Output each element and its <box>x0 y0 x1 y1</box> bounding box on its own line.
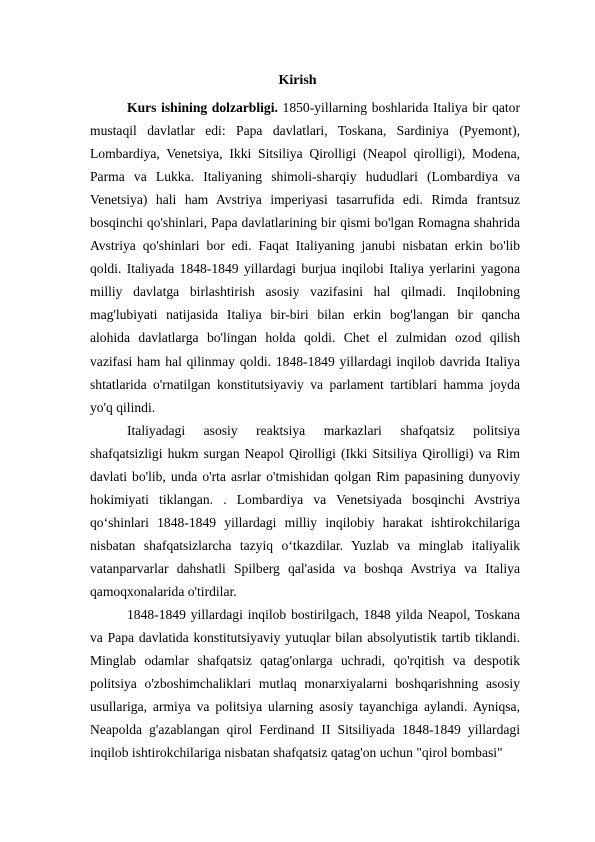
paragraph-2 <box>90 419 520 603</box>
paragraph-1 <box>90 96 520 419</box>
paragraph-lead: Kurs ishining dolzarbligi. <box>127 100 278 115</box>
paragraph-3 <box>90 603 520 764</box>
paragraph-text: 1850-yillarning boshlarida Italiya bir qator mustaqil davlatlar edi: Papa davlatlari, Toskana, Sardiniya (Pyemont), Lombardiya, Venetsiya, Ikki Sitsiliya Qirolligi (Neapol qirolligi), Modena, Parma va Lukka. Italiyaning shimoli-sharqiy hududlari (Lombardiya va Venetsiya) hali ham Avstriya imperiyasi tasarrufida edi. Rimda frantsuz bosqinchi qo'shinlari, Papa davlatlarining bir qismi bo'lgan Romagna shahrida Avstriya qo'shinlari bor edi. Faqat Italiyaning janubi nisbatan erkin bo'lib qoldi. Italiyada 1848-1849 yillardagi burjua inqilobi Italiya yerlarini yagona milliy davlatga birlashtirish asosiy vazifasini hal qilmadi. Inqilobning mag'lubiyati natijasida Italiya bir-biri bilan erkin bog'langan bir qancha alohida davlatlarga bo'lingan holda qoldi. Chet el zulmidan ozod qilish vazifasi ham hal qilinmay qoldi. 1848-1849 yillardagi inqilob davrida Italiya shtatlarida o'rnatilgan konstitutsiyaviy va parlament tartiblari hamma joyda yo'q qilindi. <box>90 100 520 415</box>
paragraph-text: Italiyadagi asosiy reaktsiya markazlari shafqatsiz politsiya shafqatsizligi hukm surgan Neapol Qirolligi (Ikki Sitsiliya Qirolligi) va Rim davlati bo'lib, unda o'rta asrlar o'tmishidan qolgan Rim papasining dunyoviy hokimiyati tiklangan. . Lombardiya va Venetsiyada bosqinchi Avstriya qo‘shinlari 1848-1849 yillardagi milliy inqilobiy harakat ishtirokchilariga nisbatan shafqatsizlarcha tazyiq o‘tkazdilar. Yuzlab va minglab italiyalik vatanparvarlar dahshatli Spilberg qal'asida va boshqa Avstriya va Italiya qamoqxonalarida o'tirdilar. <box>90 422 520 599</box>
body-text <box>90 96 520 764</box>
page-title: Kirish <box>278 73 317 88</box>
paragraph-text: 1848-1849 yillardagi inqilob bostirilgach, 1848 yilda Neapol, Toskana va Papa davlatida konstitutsiyaviy yutuqlar bilan absolyutistik tartib tiklandi. Minglab odamlar shafqatsiz qatag'onlarga uchradi, qo'rqitish va despotik politsiya o'zboshimchaliklari mutlaq monarxiyalarni boshqarishning asosiy usullariga, armiya va politsiya ularning asosiy tayanchiga aylandi. Ayniqsa, Neapolda g'azablangan qirol Ferdinand II Sitsiliyada 1848-1849 yillardagi inqilob ishtirokchilariga nisbatan shafqatsiz qatag'on uchun "qirol bombasi" <box>90 607 520 761</box>
